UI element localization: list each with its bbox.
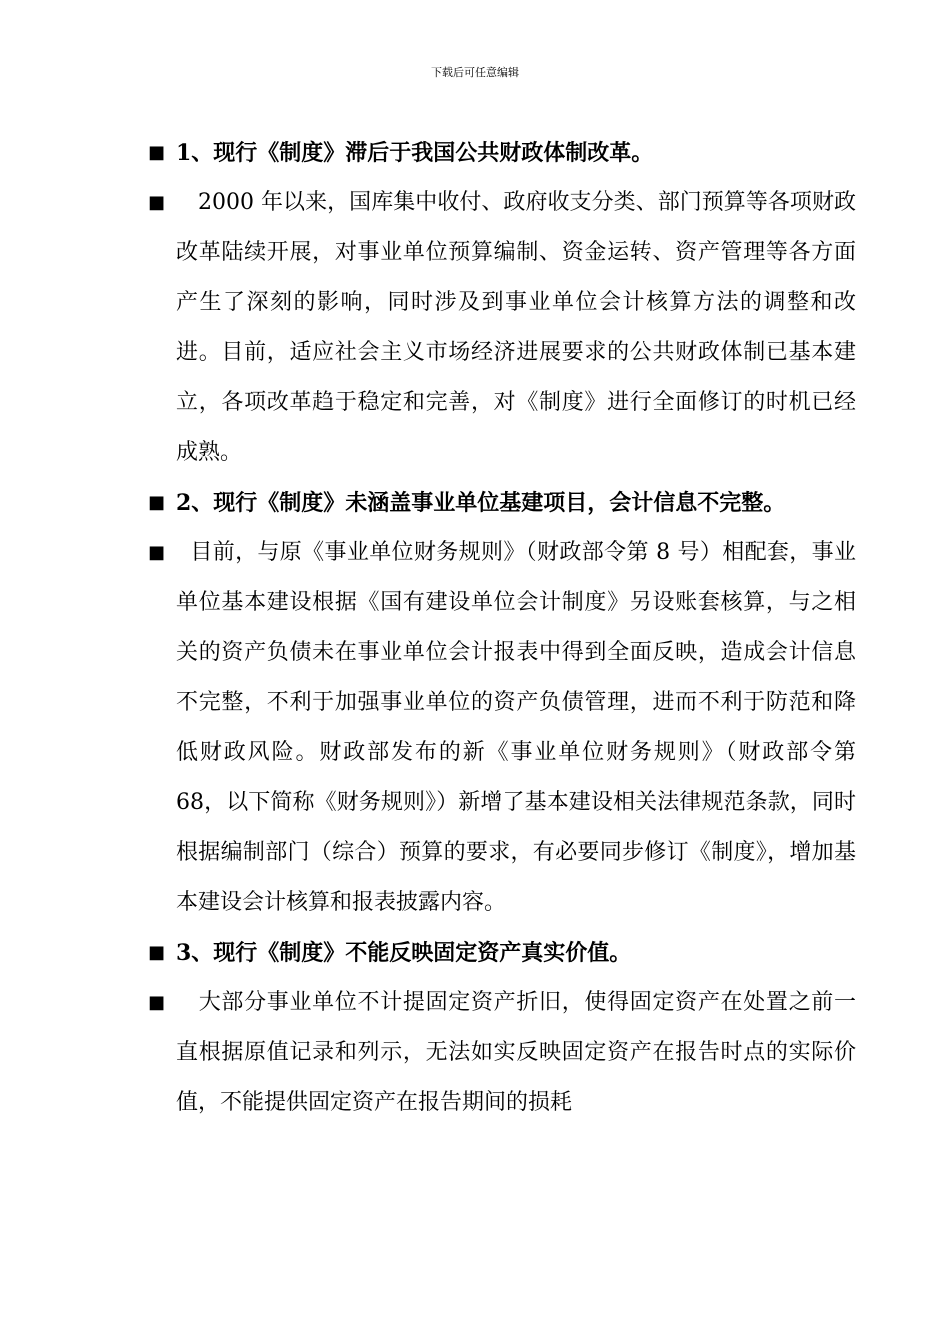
section-heading-2	[146, 478, 856, 528]
bullet-square-icon: ■	[148, 192, 166, 213]
paragraph-text: 大部分事业单位不计提固定资产折旧，使得固定资产在处置之前一直根据原值记录和列示，无法如实反映固定资产在报告时点的实际价值，不能提供固定资产在报告期间的损耗	[176, 990, 856, 1115]
paragraph-2	[146, 528, 856, 928]
section-heading-3	[146, 928, 856, 978]
heading-text: 1、现行《制度》滞后于我国公共财政体制改革。	[176, 140, 654, 166]
section-heading-1	[146, 128, 856, 178]
paragraph-1	[146, 178, 856, 478]
page-header: 下载后可任意编辑	[431, 66, 519, 79]
bullet-square-icon: ■	[148, 142, 166, 163]
bullet-square-icon: ■	[148, 542, 166, 563]
paragraph-3	[146, 978, 856, 1128]
document-body	[146, 128, 856, 1128]
heading-text: 2、现行《制度》未涵盖事业单位基建项目，会计信息不完整。	[176, 490, 786, 516]
bullet-square-icon: ■	[148, 492, 166, 513]
paragraph-text: 2000 年以来，国库集中收付、政府收支分类、部门预算等各项财政改革陆续开展，对事业单位预算编制、资金运转、资产管理等各方面产生了深刻的影响，同时涉及到事业单位会计核算方法的调整和改进。目前，适应社会主义市场经济进展要求的公共财政体制已基本建立，各项改革趋于稳定和完善，对《制度》进行全面修订的时机已经成熟。	[176, 190, 856, 465]
bullet-square-icon: ■	[148, 992, 166, 1013]
heading-text: 3、现行《制度》不能反映固定资产真实价值。	[176, 940, 632, 966]
bullet-square-icon: ■	[148, 942, 166, 963]
paragraph-text: 目前，与原《事业单位财务规则》（财政部令第 8 号）相配套，事业单位基本建设根据《国有建设单位会计制度》另设账套核算，与之相关的资产负债未在事业单位会计报表中得到全面反映，造成会计信息不完整，不利于加强事业单位的资产负债管理，进而不利于防范和降低财政风险。财政部发布的新《事业单位财务规则》（财政部令第 68，以下简称《财务规则》）新增了基本建设相关法律规范条款，同时根据编制部门（综合）预算的要求，有必要同步修订《制度》，增加基本建设会计核算和报表披露内容。	[176, 540, 856, 915]
